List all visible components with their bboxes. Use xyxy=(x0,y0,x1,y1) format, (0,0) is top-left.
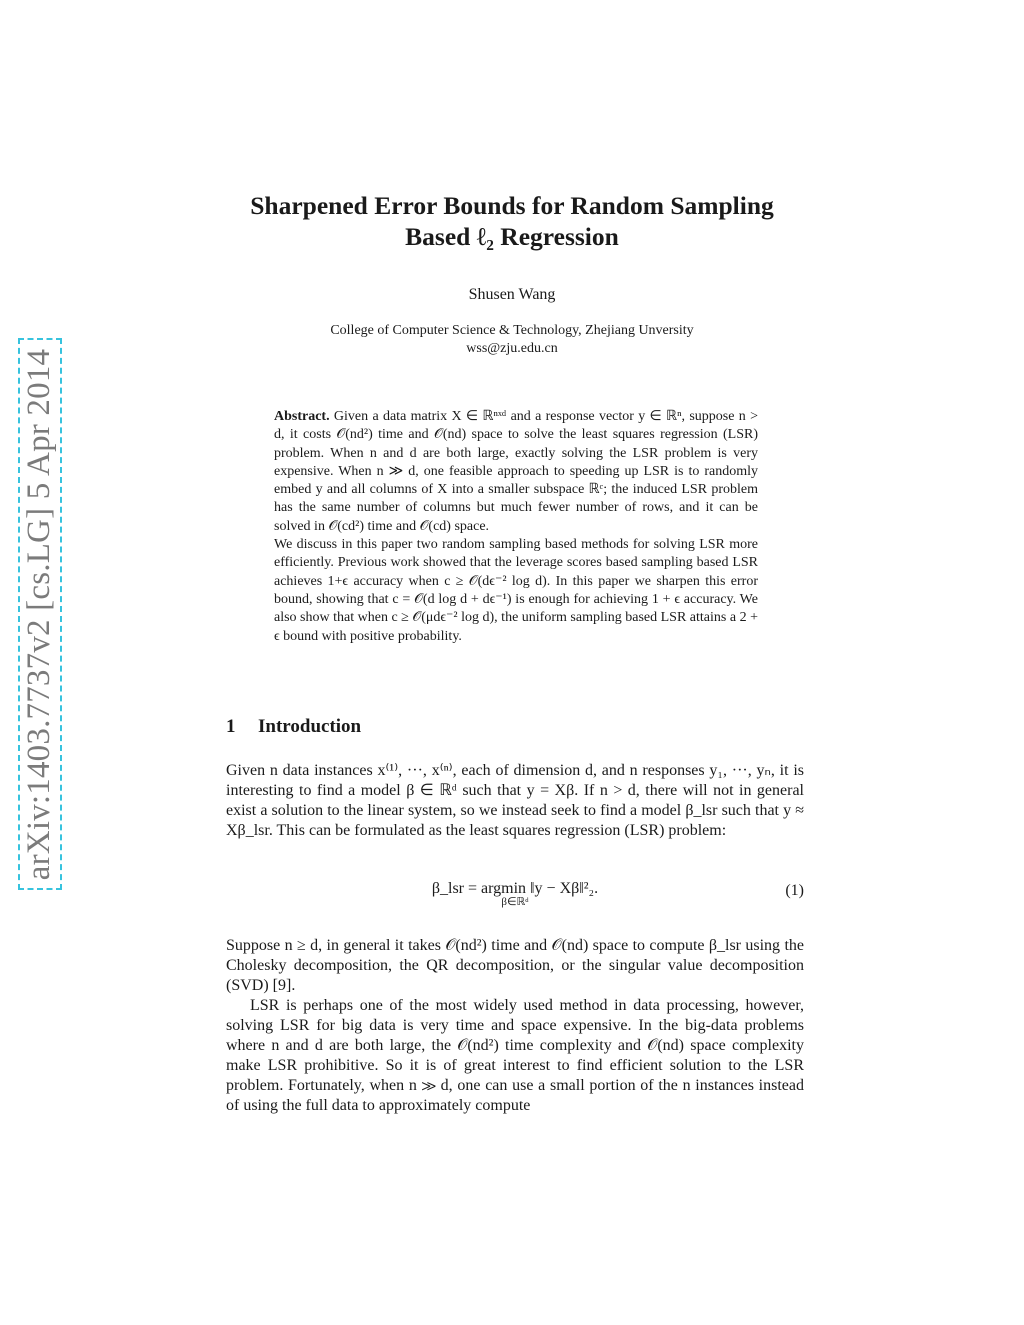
arxiv-stamp xyxy=(18,338,62,890)
abstract-label: Abstract. xyxy=(274,409,330,424)
title-line-2: Based ℓ₂ Regression xyxy=(405,222,619,251)
abstract xyxy=(274,408,758,646)
equation-1 xyxy=(226,878,804,918)
affiliation-block xyxy=(0,322,1024,358)
affiliation: College of Computer Science & Technology, Zhejiang Unversity xyxy=(330,323,694,338)
abstract-paragraph-1 xyxy=(274,408,758,536)
equation-subscript: β∈ℝᵈ xyxy=(501,896,529,908)
author-name: Shusen Wang xyxy=(468,286,556,303)
title-line-1: Sharpened Error Bounds for Random Sampling xyxy=(250,191,774,220)
paper-title xyxy=(0,190,1024,252)
equation-expression: β_lsr = argmin ‖y − Xβ‖²₂. xyxy=(431,880,599,897)
abstract-paragraph-2: We discuss in this paper two random sampling based methods for solving LSR more efficiently. Previous work showed that the leverage scores based sampling based LSR achieves 1+ϵ accuracy when c ≥ 𝒪(dϵ⁻² log d). In this paper we sharpen this error bound, showing that c = 𝒪(d log d + dϵ⁻¹) is enough for achieving 1 + ϵ accuracy. We also show that when c ≥ 𝒪(μdϵ⁻² log d), the uniform sampling based LSR attains a 2 + ϵ bound with positive probability. xyxy=(274,537,758,644)
section-number: 1 xyxy=(226,716,236,737)
abstract-text-1: Given a data matrix X ∈ ℝⁿˣᵈ and a response vector y ∈ ℝⁿ, suppose n > d, it costs 𝒪(nd²) time and 𝒪(nd) space to solve the least squares regression (LSR) problem. When n and d are both large, exactly solving the LSR problem is very expensive. When n ≫ d, one feasible approach to speeding up LSR is to randomly embed y and all columns of X into a smaller subspace ℝᶜ; the induced LSR problem has the same number of columns but much fewer number of rows, and it can be solved in 𝒪(cd²) time and 𝒪(cd) space. xyxy=(274,409,758,534)
intro-text-2: Suppose n ≥ d, in general it takes 𝒪(nd²) time and 𝒪(nd) space to compute β_lsr using the Cholesky decomposition, the QR decomposition, or the singular value decomposition (SVD) [9]. xyxy=(226,937,804,994)
intro-paragraph-2 xyxy=(226,936,804,1116)
intro-paragraph-1 xyxy=(226,761,804,841)
arxiv-id: arXiv:1403.7737v2 [cs.LG] 5 Apr 2014 xyxy=(21,348,58,880)
equation-number: (1) xyxy=(785,882,804,899)
email: wss@zju.edu.cn xyxy=(466,341,558,356)
section-title: Introduction xyxy=(258,716,362,737)
section-heading xyxy=(226,716,361,738)
equation-body xyxy=(226,880,804,908)
intro-text-1: Given n data instances x⁽¹⁾, ···, x⁽ⁿ⁾, each of dimension d, and n responses y₁, ···, yₙ, it is interesting to find a model β ∈ ℝᵈ such that y = Xβ. If n > d, there will not in general exist a solution to the linear system, so we instead seek to find a model β_lsr such that y ≈ Xβ_lsr. This can be formulated as the least squares regression (LSR) problem: xyxy=(226,762,804,839)
intro-text-3: LSR is perhaps one of the most widely used method in data processing, however, solving LSR for big data is very time and space expensive. In the big-data problems where n and d are both large, the 𝒪(nd²) time complexity and 𝒪(nd) space complexity make LSR prohibitive. So it is of great interest to find efficient solution to the LSR problem. Fortunately, when n ≫ d, one can use a small portion of the n instances instead of using the full data to approximately compute xyxy=(226,997,804,1114)
